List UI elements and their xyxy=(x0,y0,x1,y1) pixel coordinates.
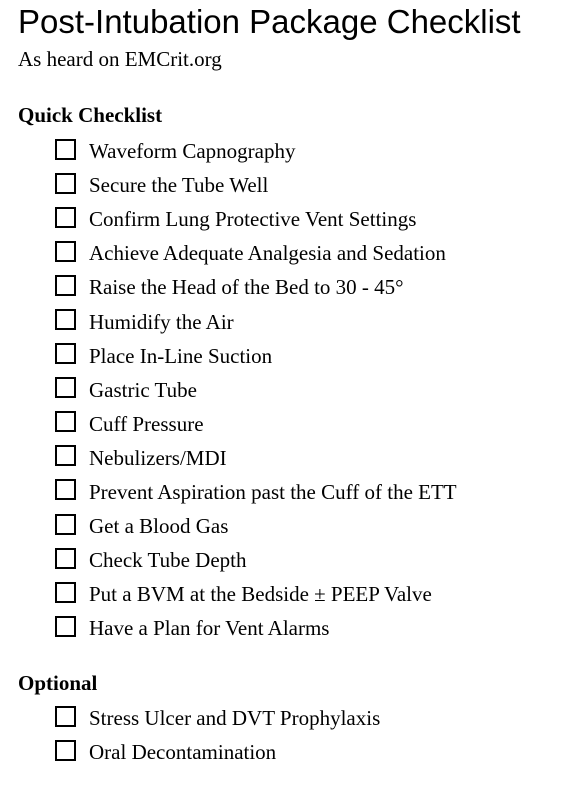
checklist-item-oral-decontamination xyxy=(55,735,380,769)
checklist-item-label: Raise the Head of the Bed to 30 - 45° xyxy=(89,275,404,300)
checklist-item-vent-settings xyxy=(55,202,457,236)
checklist-item-label: Oral Decontamination xyxy=(89,740,277,765)
checklist-item-blood-gas xyxy=(55,509,457,543)
checklist-item-stress-ulcer-dvt xyxy=(55,701,380,735)
checklist-item-label: Secure the Tube Well xyxy=(89,173,269,198)
checklist-item-label: Get a Blood Gas xyxy=(89,514,229,539)
checklist-item-humidify-air xyxy=(55,304,457,338)
checklist-item-label: Stress Ulcer and DVT Prophylaxis xyxy=(89,706,381,731)
checklist-item-bvm-bedside xyxy=(55,577,457,611)
checklist-item-head-of-bed xyxy=(55,270,457,304)
checkbox[interactable] xyxy=(55,479,76,500)
quick-checklist xyxy=(55,134,457,645)
checklist-item-label: Waveform Capnography xyxy=(89,139,296,164)
checkbox[interactable] xyxy=(55,343,76,364)
checklist-item-label: Check Tube Depth xyxy=(89,548,247,573)
checklist-item-waveform-capnography xyxy=(55,134,457,168)
optional-checklist xyxy=(55,701,380,769)
checkbox[interactable] xyxy=(55,173,76,194)
section-heading-optional: Optional xyxy=(18,671,98,695)
checkbox[interactable] xyxy=(55,309,76,330)
checklist-item-label: Achieve Adequate Analgesia and Sedation xyxy=(89,241,446,266)
checkbox[interactable] xyxy=(55,616,76,637)
page-subtitle: As heard on EMCrit.org xyxy=(18,47,222,71)
checklist-item-tube-depth xyxy=(55,543,457,577)
checklist-item-nebulizers xyxy=(55,441,457,475)
checklist-item-label: Have a Plan for Vent Alarms xyxy=(89,616,330,641)
checkbox[interactable] xyxy=(55,514,76,535)
checklist-item-label: Prevent Aspiration past the Cuff of the ETT xyxy=(89,479,457,504)
checkbox[interactable] xyxy=(55,139,76,160)
checkbox[interactable] xyxy=(55,582,76,603)
checkbox[interactable] xyxy=(55,548,76,569)
checklist-item-inline-suction xyxy=(55,339,457,373)
checklist-item-secure-tube xyxy=(55,168,457,202)
checklist-item-label: Gastric Tube xyxy=(89,377,197,402)
checklist-item-label: Nebulizers/MDI xyxy=(89,445,227,470)
checklist-item-cuff-pressure xyxy=(55,407,457,441)
checkbox[interactable] xyxy=(55,207,76,228)
checklist-item-label: Cuff Pressure xyxy=(89,411,204,436)
checkbox[interactable] xyxy=(55,411,76,432)
checkbox[interactable] xyxy=(55,275,76,296)
checkbox[interactable] xyxy=(55,445,76,466)
checklist-item-prevent-aspiration xyxy=(55,475,457,509)
checklist-item-gastric-tube xyxy=(55,373,457,407)
checkbox[interactable] xyxy=(55,241,76,262)
checklist-item-label: Place In-Line Suction xyxy=(89,343,273,368)
checklist-item-vent-alarms xyxy=(55,611,457,645)
checklist-item-analgesia-sedation xyxy=(55,236,457,270)
page-title: Post-Intubation Package Checklist xyxy=(18,3,521,40)
checklist-item-label: Humidify the Air xyxy=(89,309,234,334)
checklist-item-label: Confirm Lung Protective Vent Settings xyxy=(89,207,417,232)
checkbox[interactable] xyxy=(55,706,76,727)
checkbox[interactable] xyxy=(55,377,76,398)
checkbox[interactable] xyxy=(55,740,76,761)
section-heading-quick-checklist: Quick Checklist xyxy=(18,103,163,127)
checklist-item-label: Put a BVM at the Bedside ± PEEP Valve xyxy=(89,582,432,607)
